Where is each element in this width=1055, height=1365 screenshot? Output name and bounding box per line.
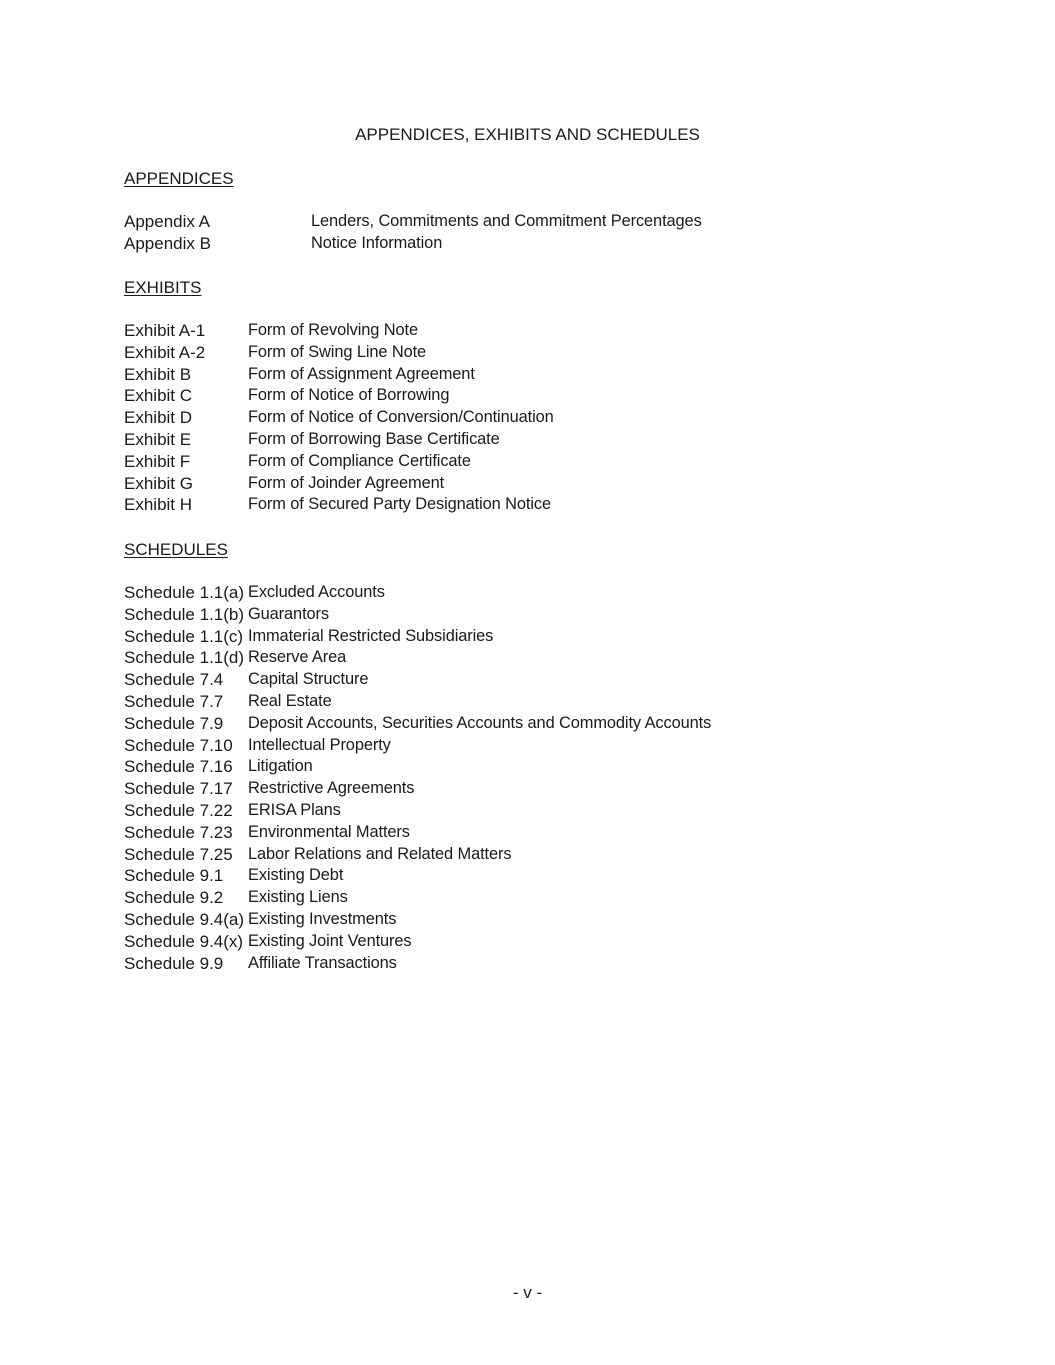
schedule-description: Reserve Area [248, 648, 347, 667]
schedule-code: Schedule 7.10 [124, 735, 233, 755]
exhibits-heading: EXHIBITS [124, 278, 202, 297]
schedule-description: Labor Relations and Related Matters [248, 844, 512, 863]
schedule-code: Schedule 7.22 [124, 800, 233, 820]
schedule-description: Excluded Accounts [248, 583, 385, 601]
exhibit-code: Exhibit C [124, 386, 193, 406]
schedule-description: Existing Joint Ventures [248, 931, 412, 950]
schedule-description: Litigation [248, 757, 313, 776]
schedule-code: Schedule 9.1 [124, 866, 224, 886]
exhibit-code: Exhibit D [124, 408, 193, 428]
exhibit-description: Form of Joinder Agreement [248, 473, 445, 492]
schedule-description: Restrictive Agreements [248, 779, 415, 798]
schedule-code: Schedule 9.4(a) [124, 909, 245, 929]
exhibit-description: Form of Secured Party Designation Notice [248, 495, 552, 514]
schedule-description: Existing Liens [248, 888, 348, 907]
schedule-code: Schedule 9.9 [124, 953, 224, 973]
schedule-description: Intellectual Property [248, 735, 391, 754]
schedule-code: Schedule 9.2 [124, 888, 224, 908]
exhibit-description: Form of Notice of Borrowing [248, 386, 450, 405]
appendix-description: Lenders, Commitments and Commitment Percentages [311, 212, 702, 230]
schedules-heading: SCHEDULES [124, 540, 228, 559]
schedule-description: Existing Debt [248, 866, 344, 885]
schedule-code: Schedule 7.7 [124, 691, 224, 711]
exhibit-code: Exhibit E [124, 429, 192, 449]
schedule-description: Real Estate [248, 691, 332, 710]
appendices-heading: APPENDICES [124, 169, 234, 188]
exhibit-code: Exhibit F [124, 451, 191, 471]
page-title: APPENDICES, EXHIBITS AND SCHEDULES [355, 125, 700, 144]
schedule-description: Capital Structure [248, 670, 369, 689]
exhibit-description: Form of Revolving Note [248, 321, 418, 339]
schedule-code: Schedule 1.1(c) [124, 626, 244, 646]
exhibit-description: Form of Assignment Agreement [248, 364, 475, 383]
appendix-code: Appendix A [124, 212, 211, 231]
schedule-code: Schedule 7.16 [124, 757, 233, 777]
exhibit-description: Form of Swing Line Note [248, 342, 427, 361]
schedule-description: Deposit Accounts, Securities Accounts and Commodity Accounts [248, 713, 712, 732]
exhibit-code: Exhibit G [124, 473, 193, 493]
schedule-description: Guarantors [248, 604, 329, 623]
schedule-code: Schedule 7.25 [124, 844, 233, 864]
appendix-description: Notice Information [311, 233, 443, 252]
schedule-code: Schedule 1.1(b) [124, 604, 245, 624]
appendix-code: Appendix B [124, 233, 211, 253]
page-number: - v - [512, 1283, 543, 1302]
schedule-description: Environmental Matters [248, 822, 410, 841]
schedule-code: Schedule 1.1(a) [124, 583, 245, 602]
schedule-code: Schedule 7.17 [124, 779, 233, 799]
exhibit-description: Form of Compliance Certificate [248, 451, 471, 470]
schedule-description: ERISA Plans [248, 800, 341, 819]
schedule-code: Schedule 7.4 [124, 670, 224, 690]
exhibit-code: Exhibit A-2 [124, 342, 206, 362]
exhibit-code: Exhibit H [124, 495, 193, 515]
exhibit-description: Form of Borrowing Base Certificate [248, 429, 500, 448]
schedule-description: Immaterial Restricted Subsidiaries [248, 626, 494, 645]
exhibit-description: Form of Notice of Conversion/Continuation [248, 408, 554, 427]
schedule-code: Schedule 9.4(x) [124, 931, 244, 951]
schedule-code: Schedule 7.23 [124, 822, 233, 842]
schedule-code: Schedule 7.9 [124, 713, 224, 733]
exhibit-code: Exhibit A-1 [124, 321, 206, 340]
exhibit-code: Exhibit B [124, 364, 192, 384]
schedule-description: Existing Investments [248, 909, 397, 928]
schedule-code: Schedule 1.1(d) [124, 648, 245, 668]
schedule-description: Affiliate Transactions [248, 953, 397, 972]
